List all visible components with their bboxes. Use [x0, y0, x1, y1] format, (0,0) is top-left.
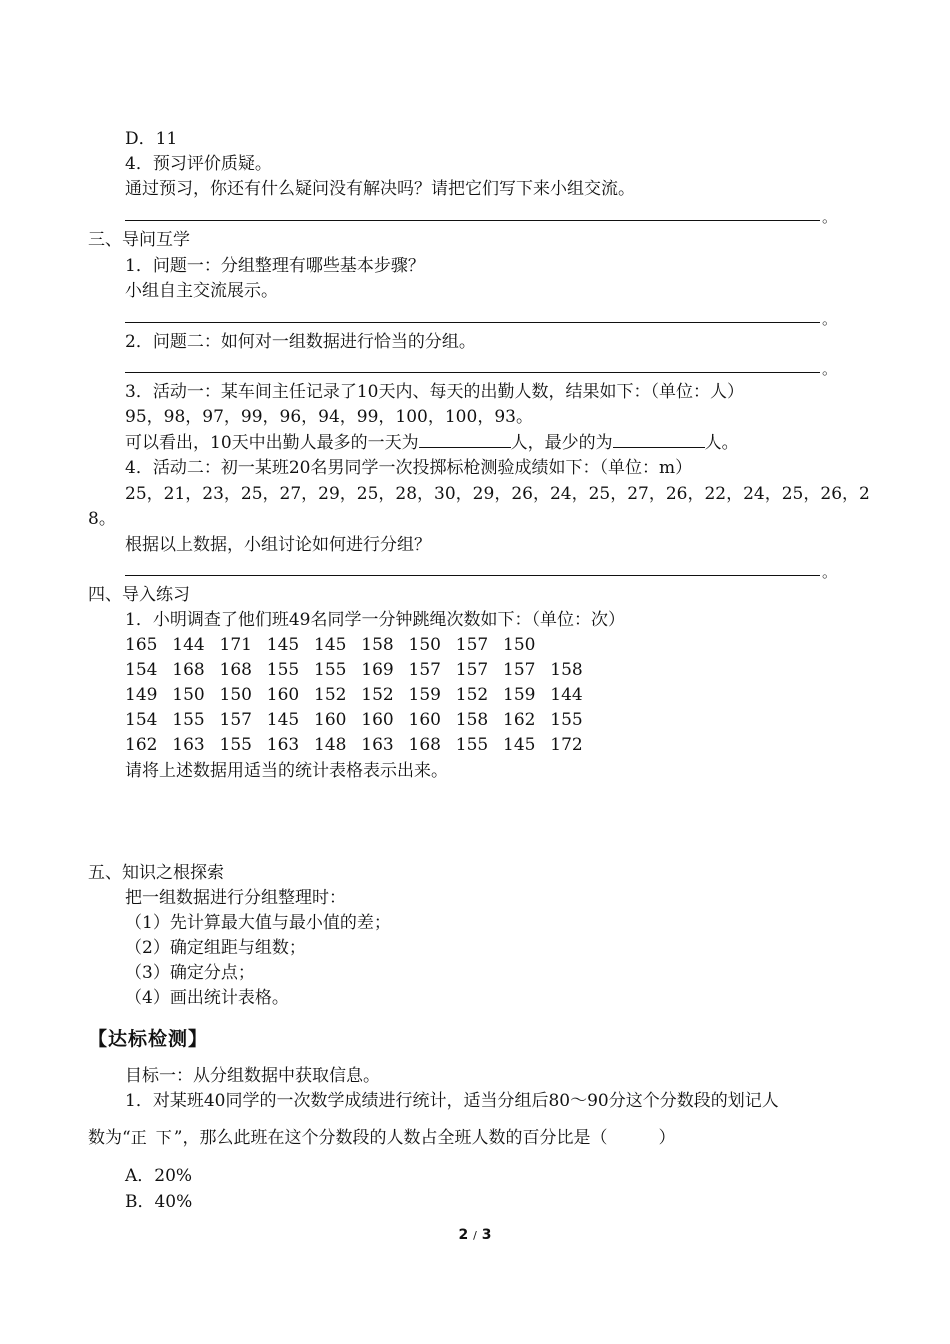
- line-end-mark: 。: [822, 310, 838, 328]
- section3-q1: 1．问题一：分组整理有哪些基本步骤？: [125, 256, 425, 276]
- line-end-mark: 。: [822, 208, 838, 226]
- activity2-question: 根据以上数据，小组讨论如何进行分组？: [125, 535, 431, 555]
- fill-blank: [613, 432, 705, 448]
- section3-q1-text: 小组自主交流展示。: [125, 281, 278, 301]
- test-heading: 【达标检测】: [88, 1028, 209, 1050]
- step-item: （4）画出统计表格。: [125, 988, 289, 1008]
- fill-blank: [419, 432, 511, 448]
- step-item: （3）确定分点；: [125, 963, 255, 983]
- page-number: 2 / 3: [458, 1227, 492, 1243]
- line-end-mark: 。: [822, 563, 838, 581]
- data-row: 149 150 150 160 152 152 159 152 159 144: [125, 685, 583, 705]
- activity2-data: 25，21，23，25，27，29，25，28，30，29，26，24，25，27，26，22，24，25，26，2: [125, 484, 870, 504]
- answer-line: [125, 220, 820, 221]
- step-item: （1）先计算最大值与最小值的差；: [125, 913, 391, 933]
- section4-q1: 1．小明调查了他们班49名同学一分钟跳绳次数如下：（单位：次）: [125, 610, 625, 630]
- answer-line: [125, 575, 820, 576]
- step-item: （2）确定组距与组数；: [125, 938, 306, 958]
- option-d: D．11: [125, 129, 178, 149]
- answer-line: [125, 372, 820, 373]
- section4-task: 请将上述数据用适当的统计表格表示出来。: [125, 761, 448, 781]
- activity2: 4．活动二：初一某班20名男同学一次投掷标枪测验成绩如下：（单位：m）: [125, 458, 693, 478]
- test-q1-cont: 数为“正 下”，那么此班在这个分数段的人数占全班人数的百分比是（ ）: [88, 1128, 676, 1148]
- option-b: B．40%: [125, 1192, 193, 1212]
- option-a: A．20%: [125, 1166, 193, 1186]
- item4-title: 4．预习评价质疑。: [125, 154, 272, 174]
- data-row: 162 163 155 163 148 163 168 155 145 172: [125, 735, 583, 755]
- section4-title: 四、导入练习: [88, 585, 190, 605]
- line-end-mark: 。: [822, 360, 838, 378]
- test-q1: 1．对某班40同学的一次数学成绩进行统计，适当分组后80～90分这个分数段的划记人: [125, 1091, 779, 1111]
- activity1: 3．活动一：某车间主任记录了10天内、每天的出勤人数，结果如下：（单位：人）: [125, 382, 744, 402]
- activity2-data-cont: 8。: [88, 509, 116, 529]
- section3-title: 三、导问互学: [88, 230, 190, 250]
- tally-marks: 正 下: [130, 1128, 174, 1147]
- activity1-question: 可以看出，10天中出勤人最多的一天为 人，最少的为 人。: [125, 433, 739, 453]
- data-row: 154 168 168 155 155 169 157 157 157 158: [125, 660, 583, 680]
- section3-q2: 2．问题二：如何对一组数据进行恰当的分组。: [125, 332, 476, 352]
- section5-title: 五、知识之根探索: [88, 863, 224, 883]
- goal1: 目标一：从分组数据中获取信息。: [125, 1066, 380, 1086]
- item4-text: 通过预习，你还有什么疑问没有解决吗？请把它们写下来小组交流。: [125, 179, 635, 199]
- answer-line: [125, 322, 820, 323]
- activity1-data: 95，98，97，99，96，94，99，100，100，93。: [125, 407, 533, 427]
- data-row: 165 144 171 145 145 158 150 157 150: [125, 635, 536, 655]
- section5-intro: 把一组数据进行分组整理时：: [125, 888, 346, 908]
- data-row: 154 155 157 145 160 160 160 158 162 155: [125, 710, 583, 730]
